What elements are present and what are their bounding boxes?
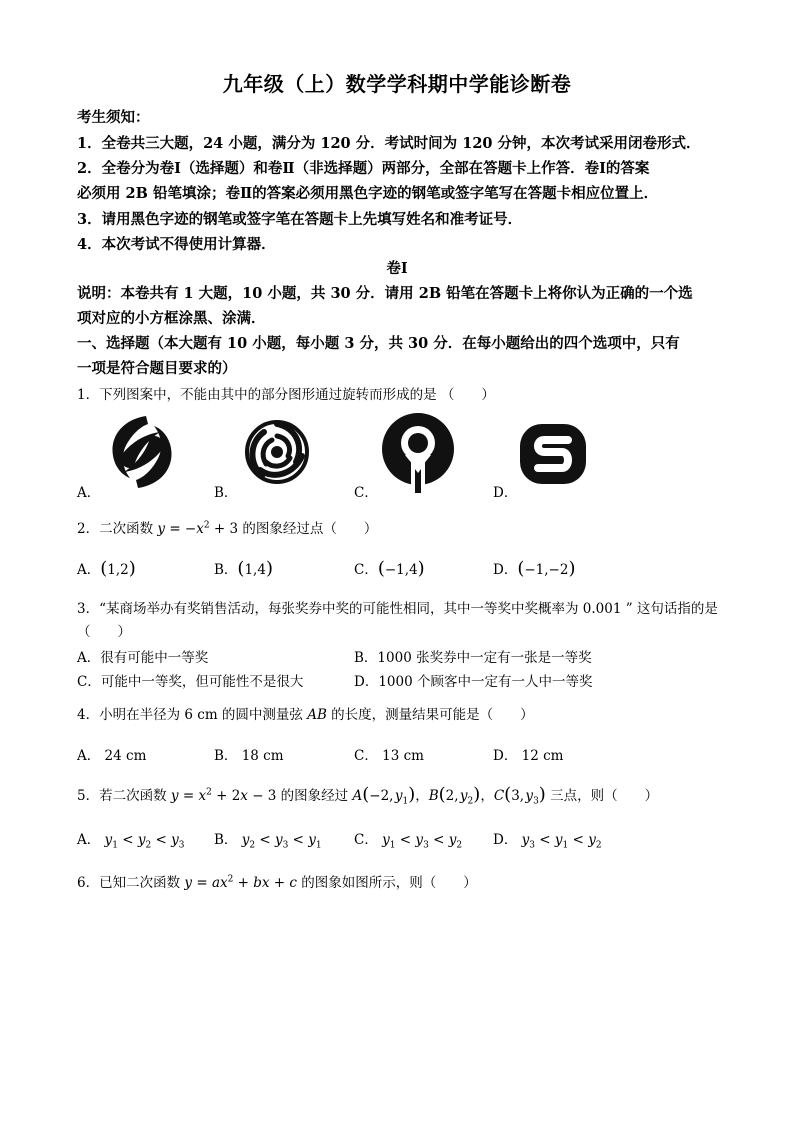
q1-stem: 1．下列图案中，不能由其中的部分图形通过旋转而形成的是 （ ） (77, 387, 495, 403)
q2-option-b: B．(1,4) (214, 558, 273, 579)
q1-label-a: A． (77, 485, 101, 501)
q5-option-b: B． $y_2 < y_3 < y_1$ (214, 832, 322, 851)
q4-option-d: D． 12 cm (493, 748, 564, 764)
section-heading-1: 一、选择题（本大题有 10 小题，每小题 3 分，共 30 分．在每小题给出的四个选项中，只有 (77, 335, 680, 352)
q4-option-b: B． 18 cm (214, 748, 284, 764)
q1-option-a-figure (98, 410, 186, 494)
part1-desc-1: 说明：本卷共有 1 大题，10 小题，共 30 分．请用 2B 铅笔在答题卡上将你认为正确的一个选 (77, 285, 693, 302)
section-heading-2: 一项是符合题目要求的） (77, 360, 237, 377)
q4-option-a: A． 24 cm (77, 748, 147, 764)
notice-item-3: 3．请用黑色字迹的钢笔或签字笔在答题卡上先填写姓名和准考证号． (77, 211, 523, 228)
q3-option-a: A．很有可能中一等奖 (77, 650, 209, 666)
q1-option-b-figure (238, 412, 316, 492)
q2-stem: 2．二次函数 $y = -x^2 + 3$ 的图象经过点（ ） (77, 520, 378, 537)
q3-stem-1: 3．“某商场举办有奖销售活动，每张奖券中奖的可能性相同，其中一等奖中奖概率为 0.001 ” 这句话指的是 (77, 601, 718, 617)
notice-heading: 考生须知： (77, 109, 150, 126)
q4-chord: AB (307, 707, 327, 723)
q1-option-c-figure (379, 411, 457, 493)
q2-option-c: C．(−1,4) (354, 558, 425, 579)
q3-option-b: B．1000 张奖券中一定有一张是一等奖 (354, 650, 592, 666)
q6-stem: 6．已知二次函数 $y = ax^2$ + bx + c 的图象如图所示，则（ ） (77, 874, 477, 891)
q4-option-c: C． 13 cm (354, 748, 424, 764)
q2-formula: y (157, 521, 166, 537)
q3-option-d: D．1000 个顾客中一定有一人中一等奖 (354, 674, 593, 690)
part1-desc-2: 项对应的小方框涂黑、涂满． (77, 310, 266, 327)
q1-option-d-figure (518, 422, 588, 486)
part1-heading: 卷Ⅰ (386, 260, 408, 277)
q5-option-d: D． $y_3 < y_1 < y_2$ (493, 832, 602, 851)
q1-label-b: B． (214, 485, 238, 501)
q3-option-c: C．可能中一等奖，但可能性不是很大 (77, 674, 304, 690)
q1-label-d: D． (493, 485, 518, 501)
q2-stem-pre: 2．二次函数 (77, 521, 158, 537)
q2-option-d: D．(−1,−2) (493, 558, 576, 579)
notice-item-2-cont: 必须用 2B 铅笔填涂；卷Ⅱ的答案必须用黑色字迹的钢笔或签字笔写在答题卡相应位置上． (77, 185, 659, 202)
notice-item-2: 2．全卷分为卷Ⅰ（选择题）和卷Ⅱ（非选择题）两部分，全部在答题卡上作答．卷Ⅰ的答案 (77, 160, 650, 177)
page-title: 九年级（上）数学学科期中学能诊断卷 (222, 72, 572, 96)
q2-stem-post: 的图象经过点（ ） (238, 521, 378, 537)
q5-stem: 5．若二次函数 $y = x^2 + 2x - 3$ 的图象经过 A(−2, $y_1$)，B(2, $y_2$)，C(3, $y_3$) 三点，则（ ） (77, 784, 659, 807)
q5-option-a: A． $y_1 < y_2 < y_3$ (77, 832, 185, 851)
q5-option-c: C． $y_1 < y_3 < y_2$ (354, 832, 463, 851)
notice-item-1: 1．全卷共三大题，24 小题，满分为 120 分．考试时间为 120 分钟，本次考试采用闭卷形式． (77, 135, 701, 152)
notice-item-4: 4．本次考试不得使用计算器． (77, 236, 276, 253)
q4-stem: 4．小明在半径为 6 cm 的圆中测量弦 AB 的长度，测量结果可能是（ ） (77, 707, 534, 723)
q3-stem-2: （ ） (77, 624, 131, 640)
q2-option-a: A．(1,2) (77, 558, 136, 579)
q1-label-c: C． (354, 485, 378, 501)
